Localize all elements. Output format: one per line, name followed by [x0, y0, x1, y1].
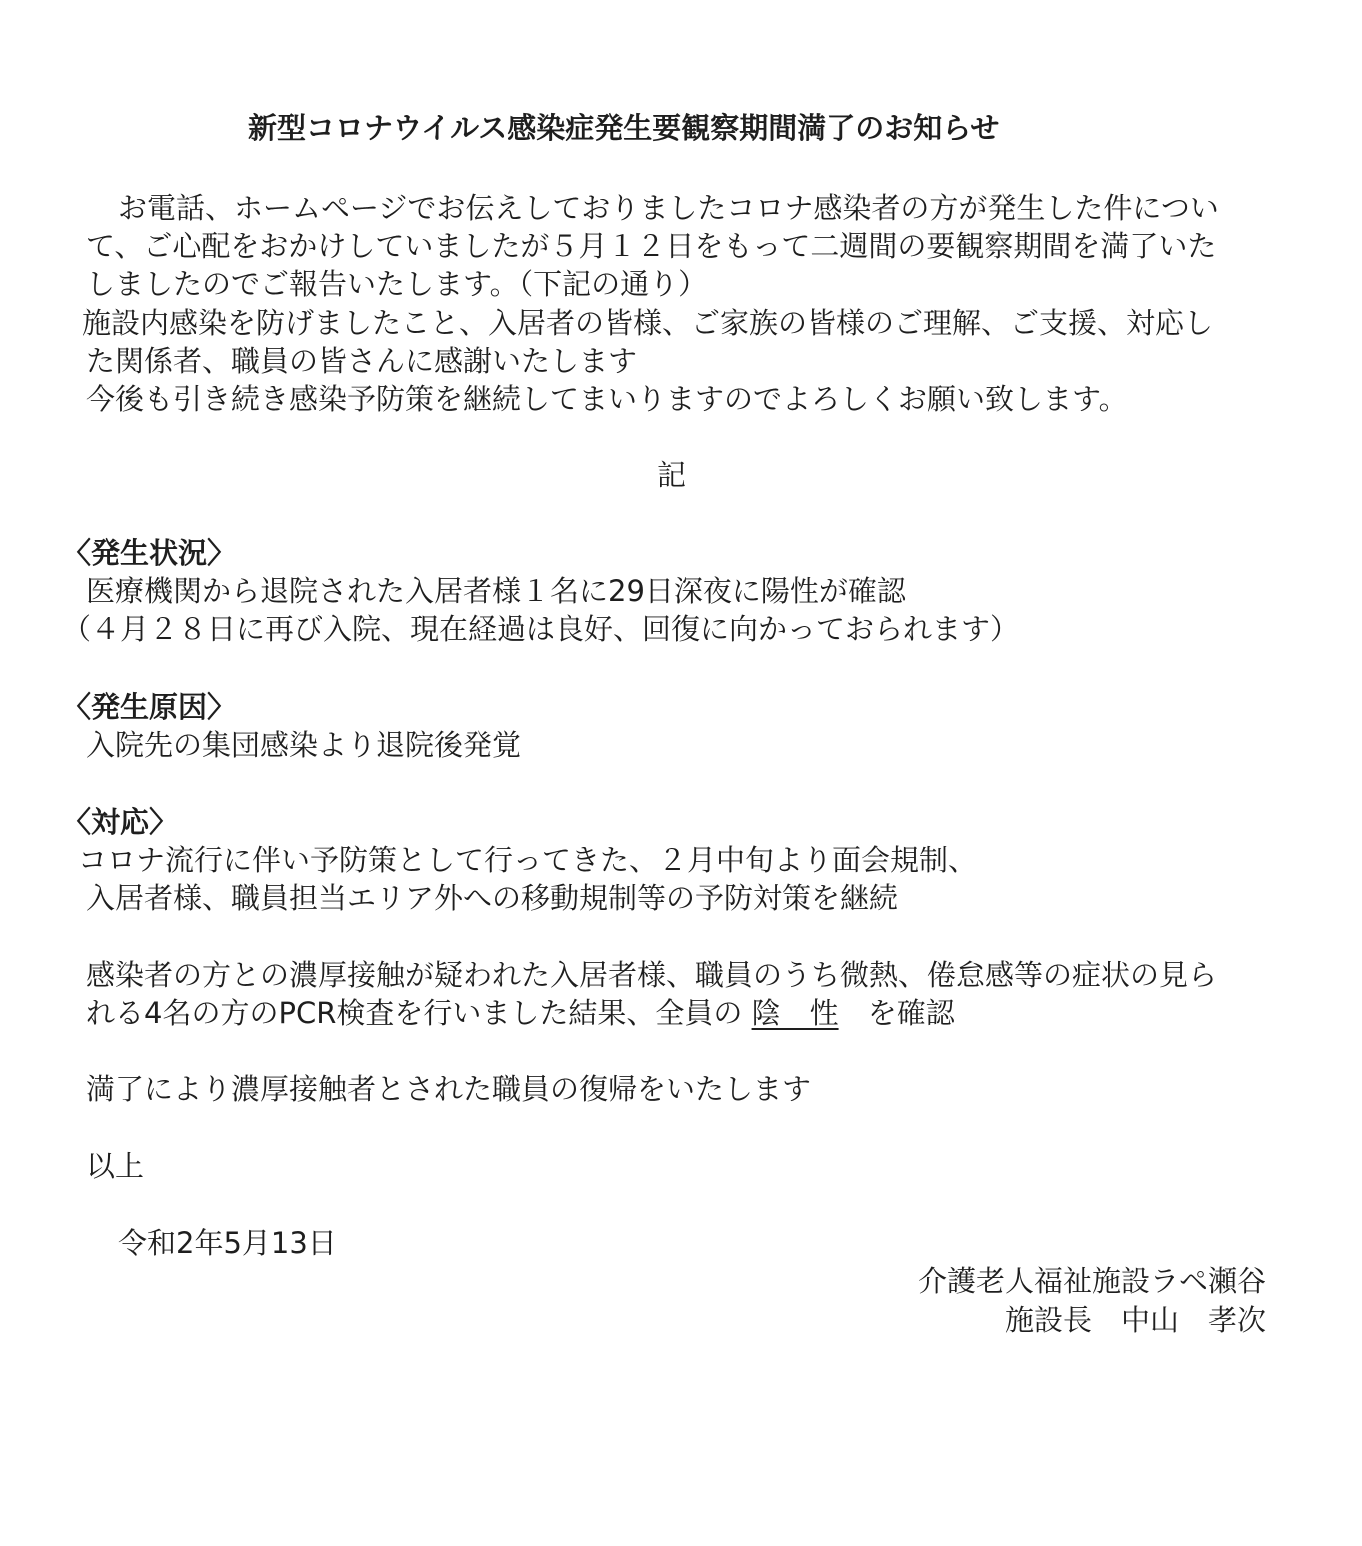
- intro-line: しましたのでご報告いたします。（下記の通り）: [86, 267, 708, 301]
- pcr-result: 陰 性: [751, 996, 839, 1030]
- situation-line: 医療機関から退院された入居者様１名に29日深夜に陽性が確認: [86, 574, 906, 608]
- return-line: 満了により濃厚接触者とされた職員の復帰をいたします: [86, 1072, 812, 1106]
- intro-line: て、ご心配をおかけしていましたが５月１２日をもって二週間の要観察期間を満了いた: [86, 229, 1217, 263]
- page-title: 新型コロナウイルス感染症発生要観察期間満了のお知らせ: [248, 111, 1000, 145]
- response-line: コロナ流行に伴い予防策として行ってきた、２月中旬より面会規制、: [78, 843, 978, 877]
- pcr-line-suffix: を確認: [867, 996, 955, 1030]
- situation-heading: 〈発生状況〉: [62, 536, 237, 570]
- intro-line: 施設内感染を防げましたこと、入居者の皆様、ご家族の皆様のご理解、ご支援、対応し: [82, 306, 1214, 340]
- pcr-result-line: [86, 994, 955, 1032]
- document-date: 令和2年5月13日: [118, 1226, 337, 1260]
- intro-line: 今後も引き続き感染予防策を継続してまいりますのでよろしくお願い致します。: [86, 382, 1128, 416]
- pcr-line-prefix: れる4名の方のPCR検査を行いました結果、全員の: [86, 996, 743, 1030]
- closing-text: 以上: [86, 1149, 145, 1183]
- intro-line: た関係者、職員の皆さんに感謝いたします: [86, 344, 638, 378]
- cause-line: 入院先の集団感染より退院後発覚: [86, 728, 522, 762]
- signatory: 施設長 中山 孝次: [1004, 1303, 1266, 1337]
- response-line: 入居者様、職員担当エリア外への移動規制等の予防対策を継続: [86, 881, 899, 915]
- ki-mark: 記: [657, 458, 687, 492]
- situation-line: （４月２８日に再び入院、現在経過は良好、回復に向かっておられます）: [62, 612, 1020, 646]
- pcr-line: 感染者の方との濃厚接触が疑われた入居者様、職員のうち微熱、倦怠感等の症状の見ら: [86, 958, 1218, 992]
- intro-line: お電話、ホームページでお伝えしておりましたコロナ感染者の方が発生した件につい: [118, 191, 1219, 225]
- response-heading: 〈対応〉: [62, 805, 179, 839]
- organization-name: 介護老人福祉施設ラペ瀬谷: [917, 1264, 1266, 1298]
- cause-heading: 〈発生原因〉: [62, 690, 237, 724]
